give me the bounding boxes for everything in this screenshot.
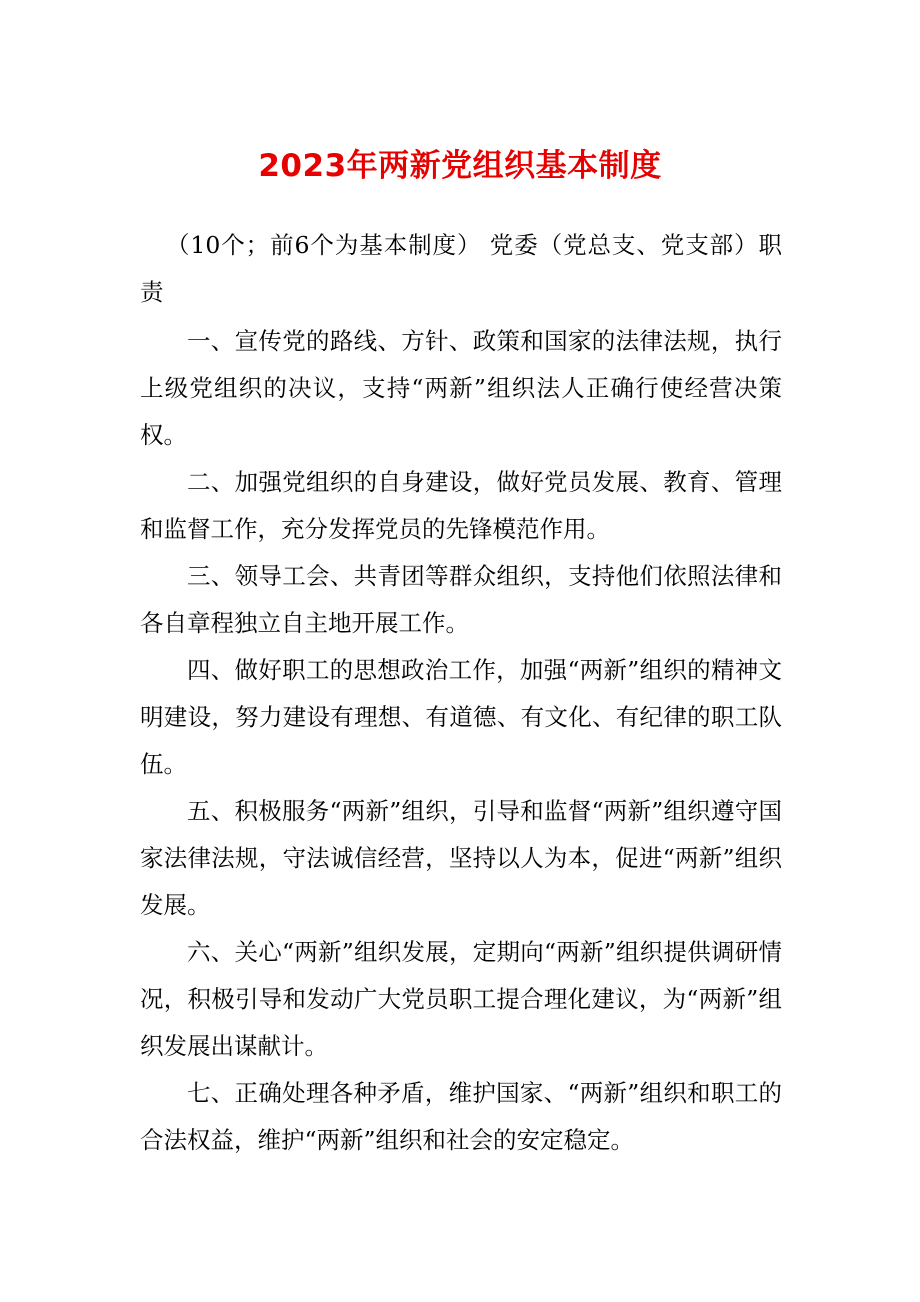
duty-paragraph-2: 二、加强党组织的自身建设，做好党员发展、教育、管理和监督工作，充分发挥党员的先锋模范作用。 [140, 468, 782, 543]
duty-paragraph-5: 五、积极服务“两新”组织，引导和监督“两新”组织遵守国家法律法规，守法诚信经营，坚持以人为本，促进“两新”组织发展。 [140, 797, 782, 919]
duty-paragraph-4: 四、做好职工的思想政治工作，加强“两新”组织的精神文明建设，努力建设有理想、有道德、有文化、有纪律的职工队伍。 [140, 656, 782, 778]
duty-paragraph-7: 七、正确处理各种矛盾，维护国家、“两新”组织和职工的合法权益，维护“两新”组织和社会的安定稳定。 [140, 1079, 782, 1154]
intro-paragraph: （10个；前6个为基本制度） 党委（党总支、党支部）职责 [140, 231, 782, 306]
duty-paragraph-1: 一、宣传党的路线、方针、政策和国家的法律法规，执行上级党组织的决议，支持“两新”组织法人正确行使经营决策权。 [140, 327, 782, 449]
document-title: 2023年两新党组织基本制度 [258, 148, 662, 184]
duty-paragraph-6: 六、关心“两新”组织发展，定期向“两新”组织提供调研情况，积极引导和发动广大党员职工提合理化建议，为“两新”组织发展出谋献计。 [140, 938, 782, 1060]
duty-paragraph-3: 三、领导工会、共青团等群众组织，支持他们依照法律和各自章程独立自主地开展工作。 [140, 562, 782, 637]
document-body [140, 222, 782, 1164]
